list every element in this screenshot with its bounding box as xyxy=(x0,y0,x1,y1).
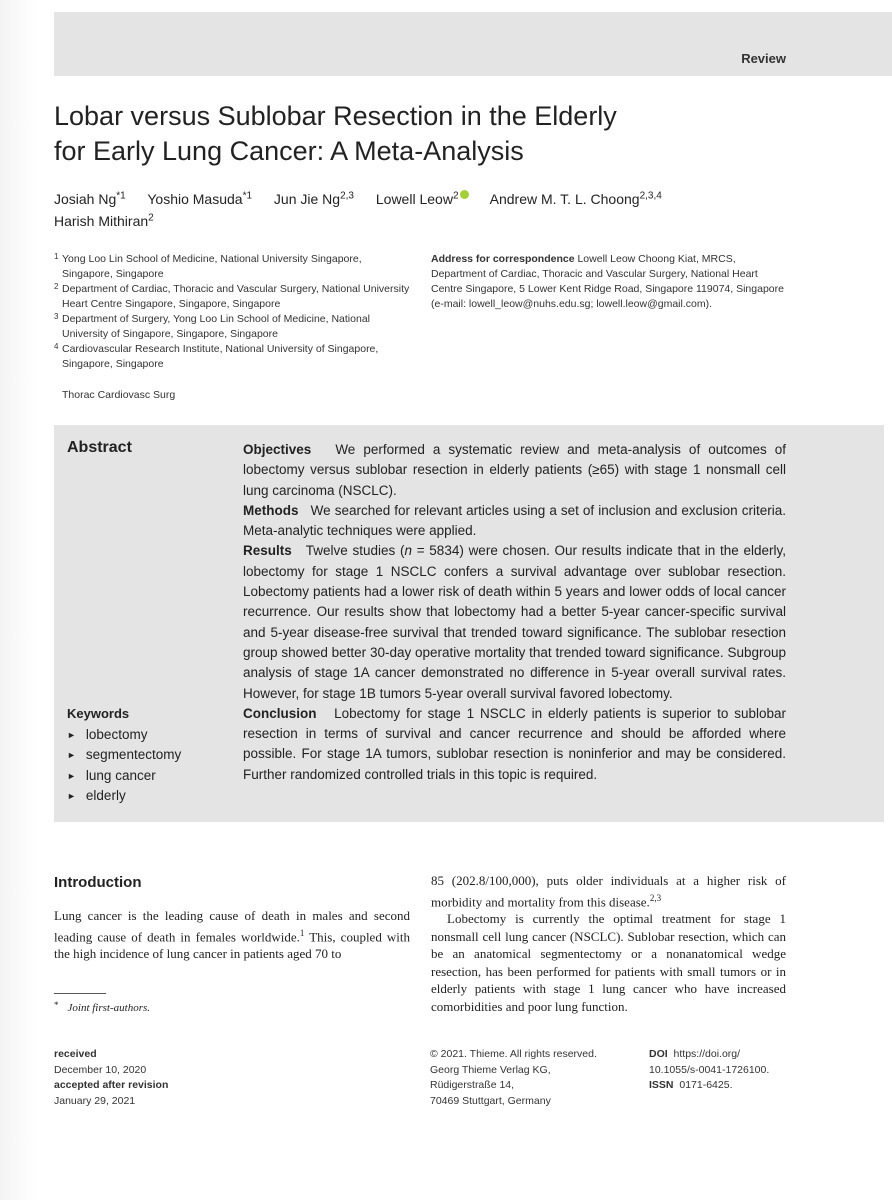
address-label: Address for correspondence xyxy=(431,253,575,265)
correspondence-address xyxy=(431,252,791,312)
affiliation: 2 Department of Cardiac, Thoracic and Vascular Surgery, National University Heart Centre Singapore, Singapore, Singapore xyxy=(54,282,410,310)
address-email[interactable]: (e-mail: lowell_leow@nuhs.edu.sg; lowell.leow@gmail.com). xyxy=(431,298,713,310)
introduction-column-1: Lung cancer is the leading cause of death in males and second leading cause of death in females worldwide.$^1$ This, coupled with the high incidence of lung cancer in patients aged 70 to xyxy=(54,908,411,962)
title-line-1: Lobar versus Sublobar Resection in the Elderly xyxy=(54,101,617,131)
header-bar xyxy=(54,12,892,76)
author: Lowell Leow$^2$ xyxy=(376,191,469,207)
footnote: * Joint first-authors. xyxy=(54,1000,151,1014)
author: Josiah Ng$^{*1}$ xyxy=(54,190,126,207)
keywords-heading: Keywords xyxy=(67,706,130,721)
footnote-rule xyxy=(54,993,106,994)
page-edge-shadow xyxy=(0,0,38,1200)
affiliations xyxy=(54,252,414,372)
orcid-icon[interactable] xyxy=(460,190,469,199)
address-text: Lowell Leow Choong Kiat, MRCS, Department of Cardiac, Thoracic and Vascular Surgery, National Heart Centre Singapore, 5 Lower Kent Ridge Road, Singapore 119074, Singapore xyxy=(431,253,784,295)
introduction-heading: Introduction xyxy=(54,874,142,891)
doi-block: DOI https://doi.org/ 10.1055/s-0041-1726100. ISSN 0171-6425. xyxy=(649,1048,770,1091)
author: Andrew M. T. L. Choong$^{2,3,4}$ xyxy=(489,190,662,207)
doi-link[interactable]: https://doi.org/ xyxy=(673,1048,741,1060)
affiliation: 4 Cardiovascular Research Institute, National University of Singapore, Singapore, Singapore xyxy=(54,342,379,370)
copyright: © 2021. Thieme. All rights reserved. Georg Thieme Verlag KG, Rüdigerstraße 14, 70469 Stuttgart, Germany xyxy=(430,1048,597,1107)
keywords-list xyxy=(67,725,181,806)
citation[interactable]: 1 xyxy=(299,927,305,938)
doi-link[interactable]: 10.1055/s-0041-1726100. xyxy=(649,1063,770,1076)
keyword: ► lung cancer xyxy=(67,766,181,786)
article-title xyxy=(54,99,754,169)
abstract-text: Objectives We performed a systematic review and meta-analysis of outcomes of lobectomy versus sublobar resection in elderly patients (≥65) with stage 1 nonsmall cell lung carcinoma (NSCLC). Methods We searched for relevant articles using a set of inclusion and exclusion criteria. Meta-analytic techniques were applied. Results Twelve studies (n = 5834) were chosen. Our results indicate that in the elderly, lobectomy for stage 1 NSCLC confers a survival advantage over sublobar resection. Lobectomy patients had a lower risk of death within 5 years and lower odds of local cancer recurrence. Our results show that lobectomy had a better 5-year cancer-specific survival and 5-year disease-free survival that trended toward significance. The sublobar resection group showed better 30-day operative mortality that trended toward significance. Subgroup analysis of stage 1A cancer demonstrated no difference in 5-year overall survival rates. However, for stage 1B tumors 5-year overall survival favored lobectomy. Conclusion Lobectomy for stage 1 NSCLC in elderly patients is superior to sublobar resection in terms of survival and cancer recurrence and should be afforded where possible. For stage 1A tumors, sublobar resection is noninferior and may be considered. Further randomized controlled trials in this topic is required. xyxy=(243,442,787,782)
journal-name: Thorac Cardiovasc Surg xyxy=(62,389,176,401)
keyword: ► lobectomy xyxy=(67,725,181,745)
keyword: ► segmentectomy xyxy=(67,745,181,765)
section-label: Review xyxy=(741,51,786,66)
affiliation: 3 Department of Surgery, Yong Loo Lin School of Medicine, National University of Singapore, Singapore, Singapore xyxy=(54,312,370,340)
author: Harish Mithiran$^2$ xyxy=(54,212,154,230)
title-line-2: for Early Lung Cancer: A Meta-Analysis xyxy=(54,136,524,166)
abstract-heading: Abstract xyxy=(67,439,132,456)
author: Yoshio Masuda$^{*1}$ xyxy=(147,190,253,207)
author: Jun Jie Ng$^{2,3}$ xyxy=(273,190,354,207)
citation[interactable]: 2,3 xyxy=(649,892,662,903)
author-list xyxy=(54,186,754,231)
keyword: ► elderly xyxy=(67,786,181,806)
article-dates: received December 10, 2020 accepted after revision January 29, 2021 xyxy=(54,1048,169,1107)
affiliation: 1 Yong Loo Lin School of Medicine, National University Singapore, Singapore, Singapore xyxy=(54,252,362,280)
introduction-column-2: 85 (202.8/100,000), puts older individuals at a higher risk of morbidity and mortality from this disease.$^{2,3}$ Lobectomy is currently the optimal treatment for stage 1 nonsmall cell lung cancer (NSCLC). Sublobar resection, which can be an anatomical segmentectomy or a nonanatomical wedge resection, has been performed for patients with small tumors or in elderly patients with stage 1 lung cancer who have increased comorbidities and poor lung function. xyxy=(431,873,786,1014)
